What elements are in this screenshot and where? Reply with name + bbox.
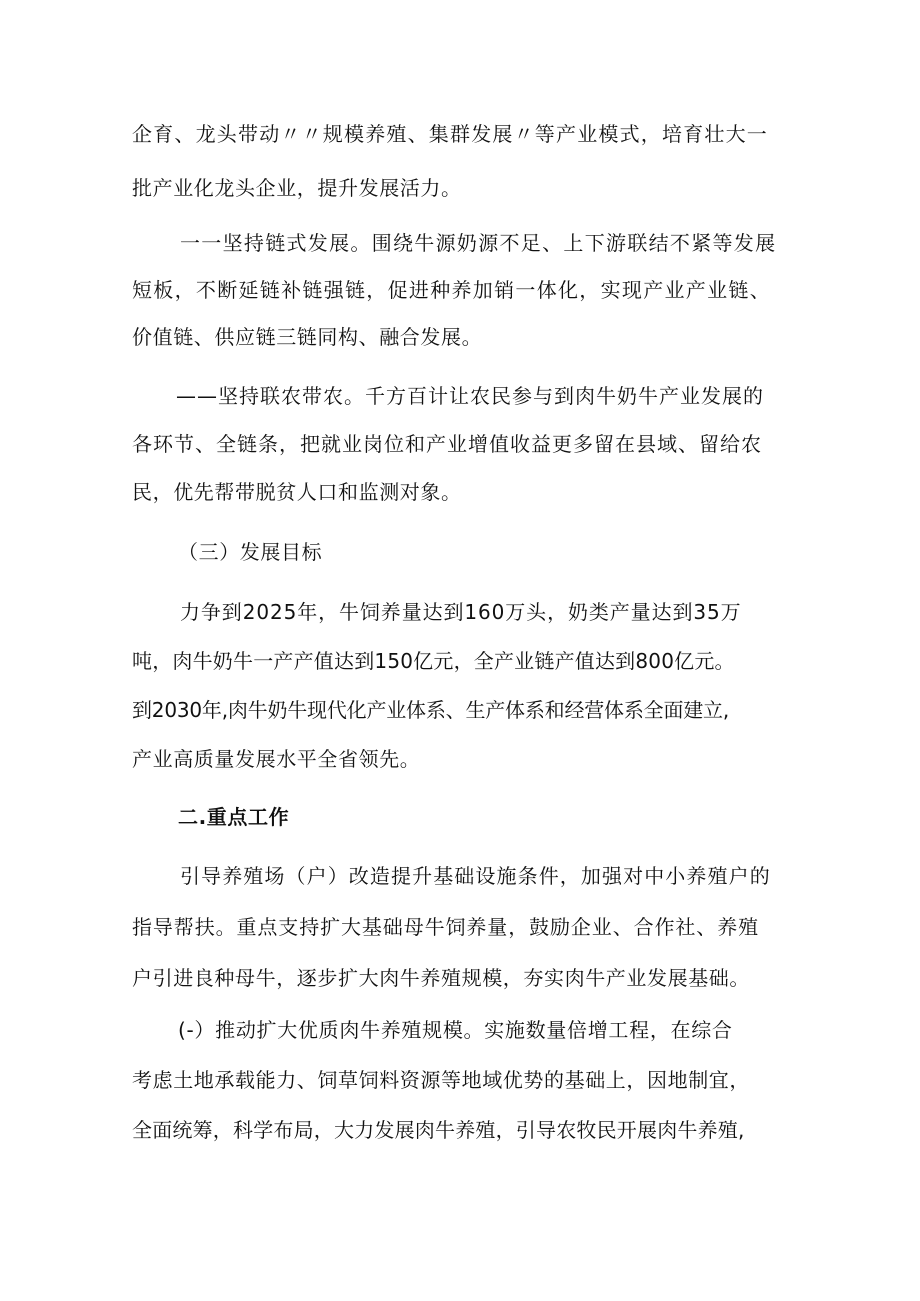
section-heading-key-work — [132, 803, 796, 831]
text-line: ——坚持联农带农。千方百计让农民参与到肉牛奶牛产业发展的 — [176, 384, 764, 408]
text-line: 考虑土地承载能力、饲草饲料资源等地域优势的基础上，因地制宜， — [132, 1068, 750, 1092]
text-line: 产业高质量发展水平全省领先。 — [132, 747, 421, 771]
paragraph-targets — [132, 598, 796, 794]
paragraph-guidance — [132, 862, 796, 1015]
text-line: 各环节、全链条，把就业岗位和产业增值收益更多留在县域、留给农 — [132, 432, 762, 456]
text-line: （三）发展目标 — [178, 540, 323, 564]
text-line: 价值链、供应链三链同构、融合发展。 — [132, 325, 483, 349]
paragraph-farmer-linkage — [132, 382, 796, 526]
text-line: 吨，肉牛奶牛一产产值达到150亿元，全产业链产值达到800亿元。 — [132, 649, 735, 673]
text-line: 到2030年,肉牛奶牛现代化产业体系、生产体系和经营体系全面建立, — [132, 698, 730, 722]
text-line: 民，优先帮带脱贫人口和监测对象。 — [132, 480, 462, 504]
text-line: 一一坚持链式发展。围绕牛源奶源不足、上下游联结不紧等发展 — [180, 231, 777, 255]
text-line: (-）推动扩大优质肉牛养殖规模。实施数量倍增工程，在综合 — [178, 1018, 733, 1042]
paragraph-chain-development — [132, 229, 796, 370]
text-line: 指导帮扶。重点支持扩大基础母牛饲养量，鼓励企业、合作社、养殖 — [132, 915, 759, 939]
paragraph-industry-model — [132, 120, 796, 202]
paragraph-expand-cattle-scale — [132, 1016, 796, 1166]
text-line: 力争到2025年，牛饲养量达到160万头，奶类产量达到35万 — [180, 600, 742, 624]
text-line: 短板，不断延链补链强链，促进种养加销一体化，实现产业产业链、 — [132, 278, 771, 302]
text-line: 全面统筹，科学布局，大力发展肉牛养殖，引导农牧民开展肉牛养殖, — [132, 1118, 745, 1142]
section-heading-development-goals — [132, 538, 796, 566]
text-line: 批产业化龙头企业，提升发展活力。 — [132, 176, 462, 200]
text-line: 二.重点工作 — [178, 805, 290, 829]
text-line: 企育、龙头带动〃〃规模养殖、集群发展〃等产业模式，培育壮大一 — [132, 122, 768, 146]
text-line: 引导养殖场（户）改造提升基础设施条件，加强对中小养殖户的 — [180, 864, 771, 888]
text-line: 户引进良种母牛，逐步扩大肉牛养殖规模，夯实肉牛产业发展基础。 — [132, 966, 750, 990]
